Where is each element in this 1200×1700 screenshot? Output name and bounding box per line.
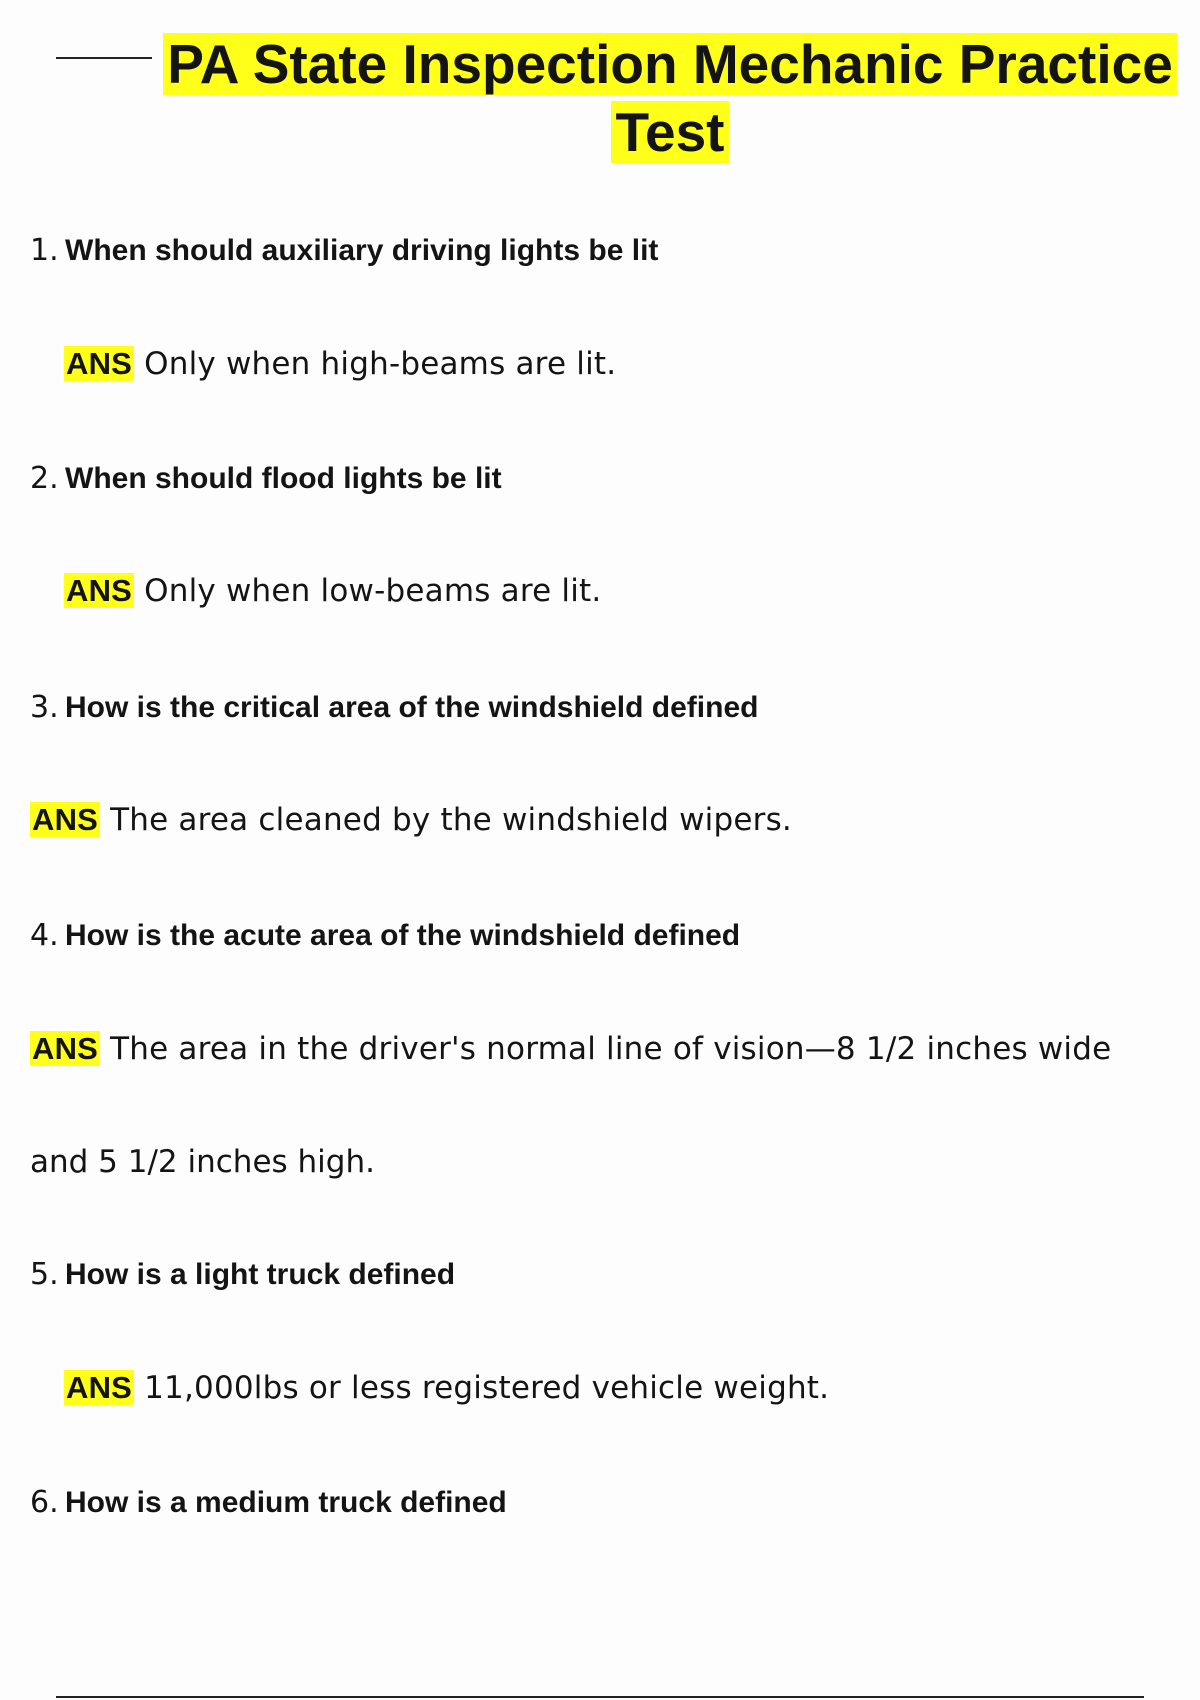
- answer-label: ANS: [32, 1031, 99, 1066]
- answer-text: Only when high-beams are lit.: [144, 346, 617, 382]
- question-6: [30, 1485, 507, 1521]
- answer-4-continuation: and 5 1/2 inches high.: [30, 1144, 375, 1180]
- answer-4: [30, 1030, 1111, 1068]
- question-number: 4.: [30, 918, 59, 953]
- question-text: When should flood lights be lit: [65, 462, 502, 495]
- question-number: 6.: [30, 1485, 59, 1520]
- question-number: 2.: [30, 461, 59, 496]
- answer-label: ANS: [66, 573, 133, 608]
- question-2: [30, 461, 502, 497]
- question-5: [30, 1257, 455, 1293]
- answer-label: ANS: [32, 802, 99, 837]
- question-number: 1.: [30, 233, 59, 268]
- answer-text: The area cleaned by the windshield wipers.: [110, 802, 792, 838]
- question-text: How is a medium truck defined: [65, 1486, 507, 1519]
- document-title: [150, 30, 1190, 166]
- top-rule: [56, 57, 152, 59]
- question-1: [30, 233, 658, 269]
- answer-3: [30, 801, 792, 839]
- answer-text: Only when low-beams are lit.: [144, 573, 602, 609]
- answer-label: ANS: [66, 346, 133, 381]
- title-line-2: Test: [611, 101, 728, 163]
- question-text: When should auxiliary driving lights be lit: [65, 234, 659, 267]
- answer-5: [64, 1369, 829, 1407]
- answer-label: ANS: [66, 1370, 133, 1405]
- question-4: [30, 918, 740, 954]
- question-text: How is a light truck defined: [65, 1258, 456, 1291]
- answer-2: [64, 572, 601, 610]
- title-line-1: PA State Inspection Mechanic Practice: [163, 33, 1177, 95]
- question-3: [30, 690, 758, 726]
- answer-1: [64, 345, 616, 383]
- question-text: How is the critical area of the windshield defined: [65, 691, 759, 724]
- answer-text: The area in the driver's normal line of vision—8 1/2 inches wide: [110, 1031, 1112, 1067]
- bottom-rule: [56, 1696, 1144, 1698]
- question-number: 5.: [30, 1257, 59, 1292]
- answer-text: 11,000lbs or less registered vehicle weight.: [144, 1370, 830, 1406]
- question-text: How is the acute area of the windshield defined: [65, 919, 741, 952]
- question-number: 3.: [30, 690, 59, 725]
